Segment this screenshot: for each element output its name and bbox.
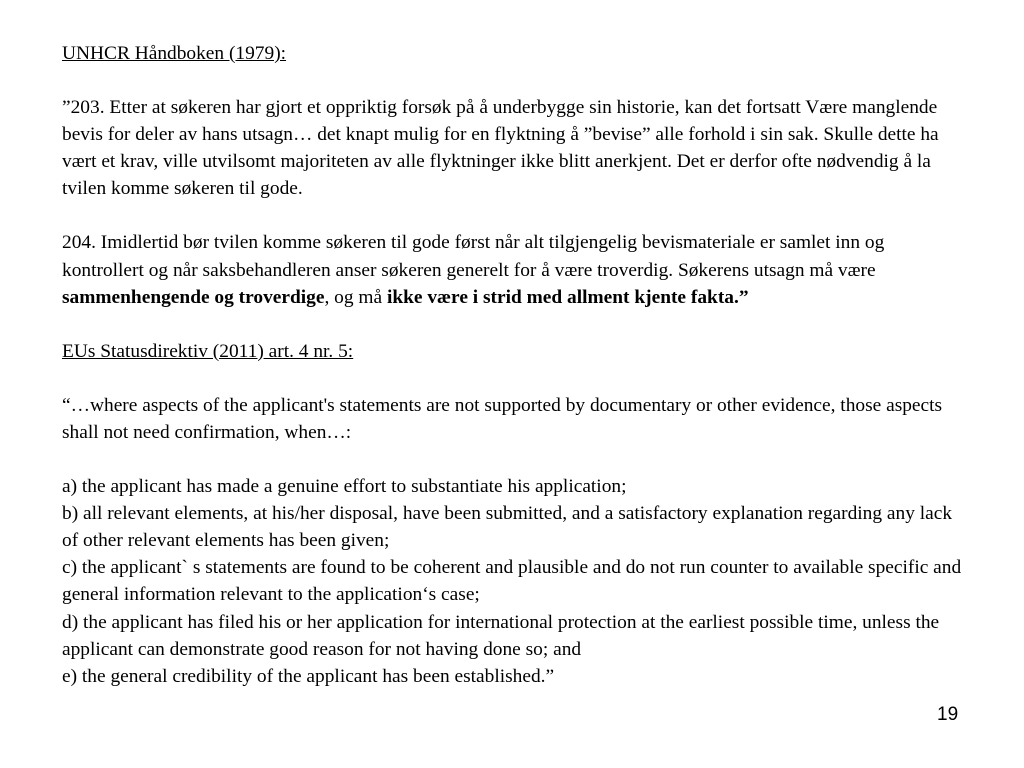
eu-directive-heading: EUs Statusdirektiv (2011) art. 4 nr. 5: <box>62 340 354 362</box>
paragraph-204-bold-2: ikke være i strid med allment kjente fakta.” <box>386 286 749 308</box>
paragraph-203: ”203. Etter at søkeren har gjort et oppriktig forsøk på å underbygge sin historie, kan det fortsatt Være manglende bevis for deler av hans utsagn… det knapt mulig for en flyktning å ”bevise” alle forhold i sin sak. Skulle dette ha vært et krav, ville utvilsomt majoriteten av alle flyktninger ikke blitt anerkjent. Det er derfor ofte nødvendig å la tvilen komme søkeren til gode. <box>62 97 939 200</box>
directive-item-e: e) the general credibility of the applicant has been established.” <box>62 665 555 687</box>
spacer <box>62 67 962 94</box>
directive-item-c: c) the applicant` s statements are found to be coherent and plausible and do not run counter to available specific and general information relevant to the application‘s case; <box>62 557 962 606</box>
spacer <box>62 202 962 229</box>
directive-item-a: a) the applicant has made a genuine effort to substantiate his application; <box>62 476 627 498</box>
unhcr-heading: UNHCR Håndboken (1979): <box>62 43 287 64</box>
paragraph-204 <box>62 229 962 310</box>
paragraph-204-bold-1: sammenhengende og troverdige <box>62 286 325 308</box>
spacer <box>62 365 962 392</box>
directive-item-b: b) all relevant elements, at his/her disposal, have been submitted, and a satisfactory explanation regarding any lack of other relevant elements has been given; <box>62 503 953 552</box>
paragraph-204-text-1: 204. Imidlertid bør tvilen komme søkeren til gode først når alt tilgjengelig bevismateriale er samlet inn og kontrollert og når saksbehandleren anser søkeren generelt for å være troverdig. Søkerens utsagn må være <box>62 232 885 281</box>
page-number: 19 <box>937 704 959 725</box>
spacer <box>62 311 962 338</box>
directive-item-d: d) the applicant has filed his or her application for international protection at the earliest possible time, unless the applicant can demonstrate good reason for not having done so; and <box>62 611 940 660</box>
slide-content <box>62 40 962 690</box>
directive-intro: “…where aspects of the applicant's statements are not supported by documentary or other evidence, those aspects shall not need confirmation, when…: <box>62 394 943 443</box>
spacer <box>62 446 962 473</box>
paragraph-204-text-2: , og må <box>324 286 387 308</box>
